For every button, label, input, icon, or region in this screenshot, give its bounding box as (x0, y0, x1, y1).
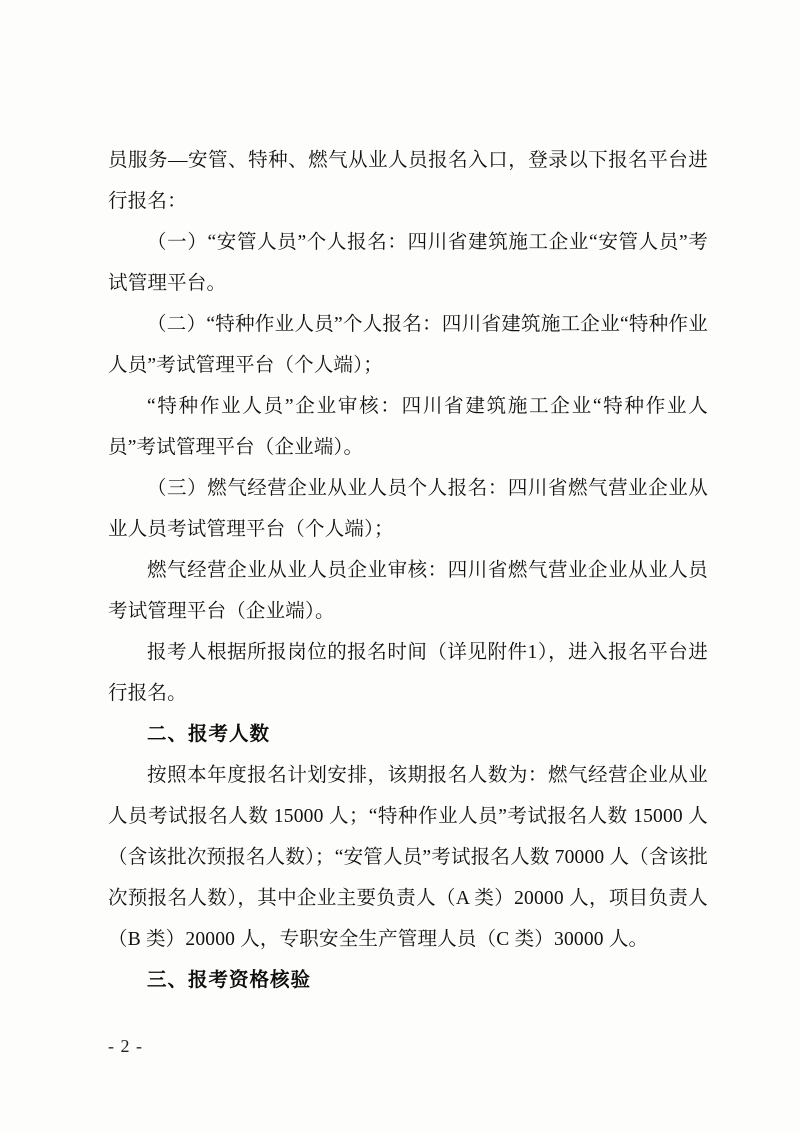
paragraph-2: （一）“安管人员”个人报名：四川省建筑施工企业“安管人员”考试管理平台。 (108, 232, 708, 294)
paragraph-7: 报考人根据所报岗位的报名时间（详见附件1），进入报名平台进行报名。 (108, 642, 708, 704)
paragraph-1: 员服务—安管、特种、燃气从业人员报名入口，登录以下报名平台进行报名： (108, 150, 708, 212)
paragraph-6: 燃气经营企业从业人员企业审核：四川省燃气营业企业从业人员考试管理平台（企业端）。 (108, 560, 708, 622)
page-number: - 2 - (108, 1036, 143, 1056)
section-heading-registration-count: 二、报考人数 (147, 724, 271, 745)
section-heading-qualification-check: 三、报考资格核验 (147, 970, 312, 991)
paragraph-registration-count: 按照本年度报名计划安排，该期报名人数为：燃气经营企业从业人员考试报名人数 15000 人；“特种作业人员”考试报名人数 15000 人（含该批次预报名人数）；“安管人员”考试报名人数 70000 人（含该批次预报名人数），其中企业主要负责人（A 类）20000 人，项目负责人（B 类）20000 人，专职安全生产管理人员（C 类）30000 人。 (108, 765, 708, 950)
document-body (108, 140, 708, 1001)
paragraph-5: （三）燃气经营企业从业人员个人报名：四川省燃气营业企业从业人员考试管理平台（个人端）； (108, 478, 708, 540)
paragraph-3: （二）“特种作业人员”个人报名：四川省建筑施工企业“特种作业人员”考试管理平台（个人端）； (108, 314, 708, 376)
paragraph-4: “特种作业人员”企业审核：四川省建筑施工企业“特种作业人员”考试管理平台（企业端）。 (108, 396, 708, 458)
